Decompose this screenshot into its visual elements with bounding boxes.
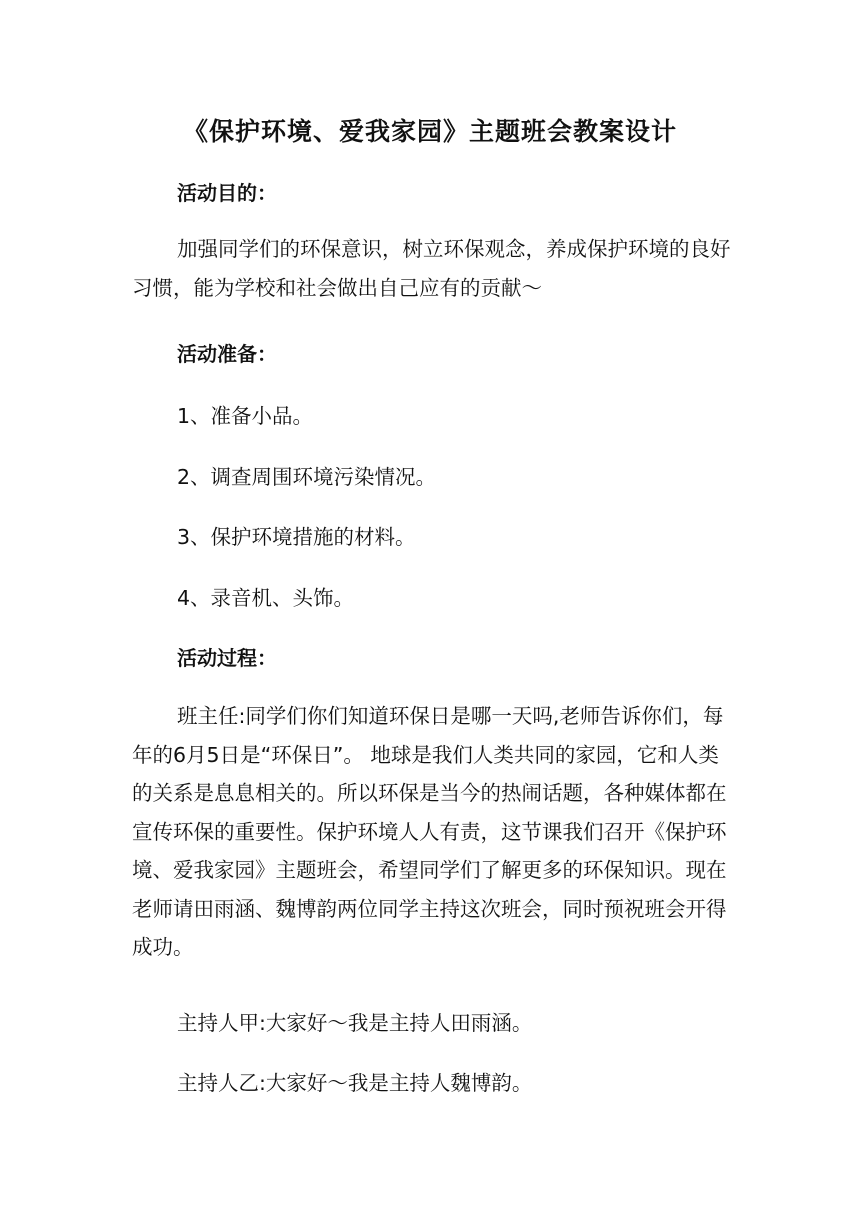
host-a-line: 主持人甲:大家好～我是主持人田雨涵。 <box>177 1011 533 1035</box>
host-b-line: 主持人乙:大家好～我是主持人魏博韵。 <box>177 1071 533 1095</box>
prep-item-4: 4、录音机、头饰。 <box>177 586 355 610</box>
teacher-paragraph: 班主任:同学们你们知道环保日是哪一天吗,老师告诉你们，每年的6月5日是“环保日”。 地球是我们人类共同的家园，它和人类的关系是息息相关的。所以环保是当今的热闹话题，各种媒体都在宣传环保的重要性。保护环境人人有责，这节课我们召开《保护环境、爱我家园》主题班会，希望同学们了解更多的环保知识。现在老师请田雨涵、魏博韵两位同学主持这次班会，同时预祝班会开得成功。 <box>132 704 727 959</box>
prep-item-2: 2、调查周围环境污染情况。 <box>177 465 437 489</box>
prep-item-3: 3、保护环境措施的材料。 <box>177 525 416 549</box>
process-heading: 活动过程： <box>177 646 277 670</box>
prep-heading: 活动准备： <box>177 342 277 366</box>
document-title: 《保护环境、爱我家园》主题班会教案设计 <box>182 117 677 146</box>
purpose-paragraph: 加强同学们的环保意识，树立环保观念，养成保护环境的良好习惯，能为学校和社会做出自己应有的贡献～ <box>132 237 731 300</box>
purpose-heading: 活动目的： <box>177 181 277 205</box>
prep-item-1: 1、准备小品。 <box>177 404 314 428</box>
